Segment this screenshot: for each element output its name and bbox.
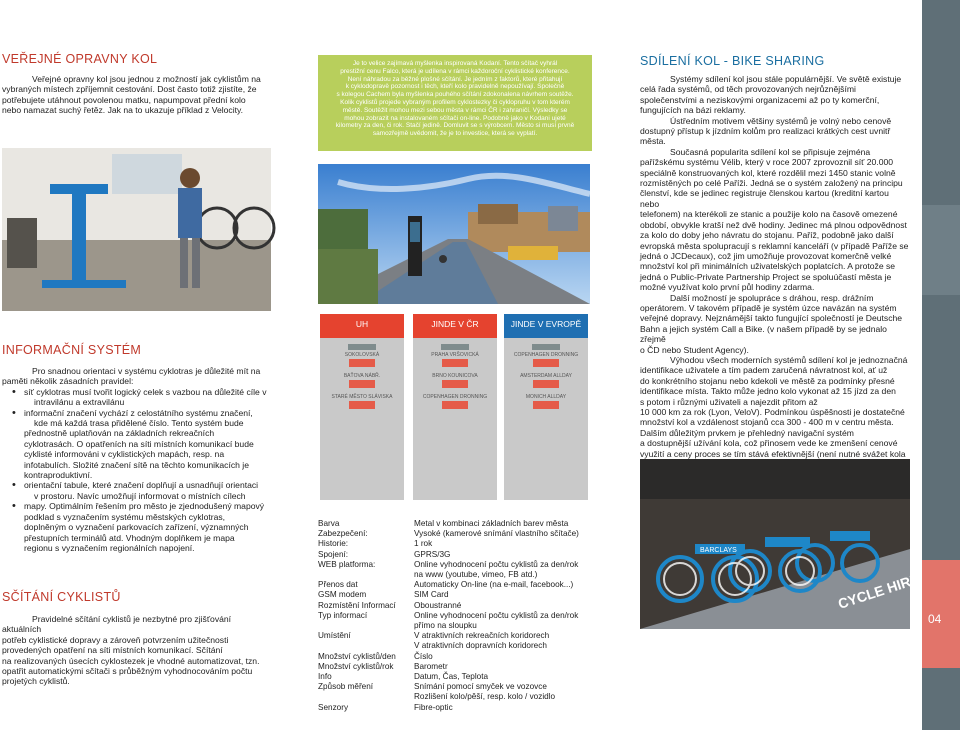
text-line: • orientační tabule, které značení doplňují a usnadňují orientaci — [24, 480, 259, 491]
quote-box — [318, 55, 592, 151]
text-line: celá řada systémů, od těch provozovaných nejrůznějšími — [640, 84, 856, 95]
board-title: JINDE V ČR — [413, 314, 497, 338]
spec-value: na www (youtube, vimeo, FB atd.) — [414, 570, 538, 580]
spec-row — [318, 703, 608, 713]
spec-key: Typ informací — [318, 610, 368, 620]
spec-value: Číslo — [414, 651, 433, 661]
text-line: společenstvími a neziskovými organizacemi až po ty komerční, — [640, 94, 880, 105]
text-line: potřeb cyklistické dopravy a zároveň potvrzením užitečnosti — [2, 634, 229, 645]
spec-row — [318, 519, 608, 529]
counter-boards — [318, 314, 588, 500]
text-line: o ČD nebo Student Agency). — [640, 344, 749, 355]
spec-key: WEB platforma: — [318, 559, 376, 569]
text-line: mohou zobrazit na instalovaném sčítači on-line. Podobně jako v Kodani ujeté — [344, 114, 566, 122]
text-line: opatřit automatickými sčítači s průběžným vyhodnocováním počtu — [2, 666, 253, 677]
text-line: 10 000 km za rok (Lyon, VeloV). Podmínkou úspěšnosti je dostatečné — [640, 407, 905, 417]
spec-row — [318, 539, 608, 549]
spec-value: V atraktivních dopravních koridorech — [414, 641, 547, 651]
board-city: COPENHAGEN DRONNING — [513, 352, 579, 358]
text-line: speciálně konstruovaných kol, které rozdělil mezi 1450 stanic volně — [640, 167, 896, 178]
text-line: veřejné dopravy. Nejznámější takto fungující společností je Deutsche — [640, 313, 903, 324]
text-line: období, obvykle kratší než dvě hodiny. Jedinec má plnou odpovědnost — [640, 219, 907, 230]
barclays-label: BARCLAYS — [700, 547, 737, 554]
text-line: potřebujete utáhnout povolenou matku, napumpovat přední kolo — [2, 94, 246, 105]
section-title-scitani: SČÍTÁNÍ CYKLISTŮ — [2, 590, 121, 604]
text-line: • síť cyklotras musí tvořit logický celek s vazbou na důležité cíle v — [24, 386, 267, 397]
text-line: jedná o Public-Private Partnership Project se spoluúčastí města je — [640, 271, 892, 282]
spec-value: Automaticky On-line (na e-mail, facebook...) — [414, 580, 574, 590]
text-line: regionu s vyznačením regionálních napojení. — [24, 542, 195, 553]
text-line: Veřejné opravny kol jsou jednou z možností jak cyklistům na — [32, 74, 261, 84]
street-counter-photo — [318, 164, 590, 304]
text-line: podklad s vyznačením systému městských cyklotras, — [24, 511, 226, 522]
text-line: projetých cyklistů. — [2, 676, 70, 687]
spec-row — [318, 580, 608, 590]
spec-value: Vysoké (kamerové snímání vlastního sčítače) — [414, 529, 579, 539]
spec-row — [318, 560, 608, 580]
list-item — [24, 501, 270, 553]
spec-value: Online vyhodnocení počtu cyklistů za den/rok — [414, 610, 579, 620]
spec-row — [318, 529, 608, 539]
section-title-informacni: INFORMAČNÍ SYSTÉM — [2, 343, 142, 357]
text-line: paměti několik zásadních pravidel: — [2, 376, 134, 387]
spec-key: Množství cyklistů/rok — [318, 661, 394, 671]
text-line: samozřejmě uvědomit, že je to investice, která se vyplatí. — [372, 130, 538, 138]
text-line: rozmístěných po celé Paříži. Jedná se o systém založený na principu — [640, 178, 903, 189]
text-line: kde má každá trasa přidělené číslo. Tento systém bude — [34, 418, 244, 429]
list-item — [24, 480, 270, 501]
text-line: operátorem. V takovém případě je systém úzce navázán na systém — [640, 302, 897, 313]
spec-value: GPRS/3G — [414, 549, 451, 559]
section-title-bike-sharing: SDÍLENÍ KOL - BIKE SHARING — [640, 54, 825, 68]
text-line: cyklotrasách. O opatřeních na síti místních komunikací bude — [24, 438, 254, 449]
spec-key: Info — [318, 672, 332, 682]
spec-key: Množství cyklistů/den — [318, 651, 396, 661]
text-line: členství, kde se jedinec registruje členskou kartou (kreditní kartou nebo — [640, 188, 889, 209]
board-city: SOKOLOVSKÁ — [344, 352, 380, 358]
spec-row — [318, 611, 608, 631]
spec-value: Rozlišení kolo/pěší, resp. kolo / vozidlo — [414, 692, 556, 702]
text-line: Bahn a jejich systém Call a Bike. (v našem případě by se jednalo zřejmě — [640, 323, 887, 345]
spec-value: SIM Card — [414, 590, 449, 600]
spec-value: Online vyhodnocení počtu cyklistů za den/rok — [414, 559, 579, 569]
board-title: UH — [320, 314, 404, 338]
page-number-tab — [922, 560, 960, 668]
spec-value: Barometr — [414, 661, 448, 671]
text-line: jedná o JCDecaux), což jim umožňuje provozovat komerčně velké — [640, 250, 892, 261]
spec-value: přímo na sloupku — [414, 621, 477, 631]
scitani-text — [2, 614, 272, 687]
text-line: Výhodou všech moderních systémů sdílení kol je jednoznačná — [670, 354, 908, 365]
spec-row — [318, 601, 608, 611]
text-line: využití a ceny proces se tím stává efektivnější (není nutné svážet kola — [640, 448, 906, 459]
text-line: za kolo do doby jeho návratu do stojanu. Paříž, podobně jako další — [640, 230, 894, 241]
text-line: Současná popularita sdílení kol se připisuje zejména — [670, 146, 871, 157]
text-line: Další možností je spolupráce s dráhou, resp. drážním — [670, 292, 874, 303]
text-line: Kolik cyklistů projede vybraným profilem cyklostezky či cyklopruhu v tom kterém — [340, 98, 570, 106]
text-line: fungujících na bázi reklamy. — [640, 105, 746, 116]
text-line: provedených opatření na síti místních komunikací. Sčítání — [2, 645, 223, 656]
list-item — [24, 387, 270, 408]
page-sidebar — [922, 0, 960, 730]
spec-key: Spojení: — [318, 549, 349, 559]
counter-board-evropa — [504, 314, 588, 500]
spec-row — [318, 550, 608, 560]
spec-key: Umístění — [318, 631, 351, 641]
text-line: evropská města spolupracují s reklamní kanceláří (v případě Paříže se — [640, 240, 909, 251]
text-line: telefonem) na kterékoli ze stanic a použije kolo na časově omezené — [640, 209, 898, 220]
text-line: prestižní cenu Falco, která je udílena v rámci každoroční cyklistické konference. — [340, 67, 570, 75]
spec-value: 1 rok — [414, 539, 433, 549]
spec-table — [318, 519, 608, 713]
text-line: intravilánu a extravilánu — [34, 397, 125, 408]
spec-value: Fibre-optic — [414, 702, 453, 712]
sidebar-tab — [922, 205, 960, 295]
spec-row — [318, 682, 608, 702]
text-line: přestupních terminálů atd. Vhodným doplňkem je mapa — [24, 532, 235, 543]
spec-key: Senzory — [318, 702, 349, 712]
spec-value: Datum, Čas, Teplota — [414, 672, 489, 682]
repair-stand-photo — [2, 148, 271, 311]
spec-key: Přenos dat — [318, 580, 358, 590]
text-line: s potom i různými uživateli a najezdit přitom až — [640, 396, 818, 407]
board-city: PRAHA VRŠOVICKÁ — [431, 352, 479, 358]
text-line: identifikace uživatele a tím padem zaručená návratnost kol, ať už — [640, 365, 888, 376]
bike-sharing-text — [640, 74, 910, 490]
text-line: kontraproduktivní. — [24, 470, 93, 481]
board-city: STARÉ MĚSTO SLÁVISKA — [331, 394, 393, 400]
text-line: množství kol a vzdálenost stojanů cca 300 - 400 m v centru města. — [640, 417, 894, 428]
text-line: Pravidelné sčítání cyklistů je nezbytné pro zjišťování aktuálních — [2, 614, 232, 635]
cycle-hire-label: CYCLE HIRE — [835, 570, 922, 612]
spec-value: Metal v kombinaci základních barev města — [414, 519, 569, 528]
text-line: přednostně uplatňován na základních rekreačních — [24, 428, 215, 439]
spec-key: Zabezpečení: — [318, 529, 368, 539]
text-line: možné využívat kolo první půl hodiny zdarma. — [640, 282, 815, 293]
spec-value: Snímání pomocí smyček ve vozovce — [414, 682, 547, 692]
text-line: pařížskému systému Vélib, který v roce 2007 zprovoznil síť 20.000 — [640, 157, 894, 168]
text-line: Ústředním motivem většiny systémů je volný nebo cenově — [670, 115, 892, 126]
counter-board-cr — [413, 314, 497, 500]
text-line: Dalším důležitým prvkem je přehledný navigační systém — [640, 427, 854, 438]
spec-key: Rozmístění Informací — [318, 600, 396, 610]
text-line: do konkrétního stojanu nebo kdekoli ve městě za podmínky přesné — [640, 375, 895, 386]
spec-key: Způsob měření — [318, 682, 374, 692]
text-line: a dostupnější užívání kola, což přinosem vede ke zmenšení cenové — [640, 438, 898, 449]
board-city: BAŤOVA NÁBŘ. — [343, 373, 381, 379]
text-line: města. — [640, 136, 666, 147]
text-line: identifikace místa. Takto může jedno kolo vykonat až 15 jízd za den — [640, 386, 896, 397]
spec-row — [318, 672, 608, 682]
text-line: • informační značení vychází z celostátního systému značení, — [24, 407, 253, 418]
section-title-opravny: VEŘEJNÉ OPRAVNY KOL — [2, 52, 158, 66]
board-city: AMSTERDAM ALLDAY — [520, 373, 572, 379]
spec-value: V atraktivních rekreačních koridorech — [414, 631, 550, 641]
text-line: Není náhradou za běžné plošné sčítání. Je jedním z faktorů, které přitahují — [347, 75, 563, 83]
text-line: vybraných místech zpříjemnit cestování. Dost často totiž zjistíte, že — [2, 84, 257, 95]
counter-board-uh — [320, 314, 404, 500]
spec-key: Historie: — [318, 539, 349, 549]
text-line: Pro snadnou orientaci v systému cyklotras je důležité mít na — [32, 366, 261, 376]
board-city: BRNO KOUNICOVA — [432, 373, 478, 379]
text-line: k cyklodopravě pozornost i těch, kteří kolo pravidelně nepoužívají. Společně — [345, 83, 565, 91]
board-city: MONICH ALLDAY — [525, 394, 567, 400]
spec-key: GSM modem — [318, 590, 367, 600]
text-line: kilometry za den, či rok. Stačí jedině. Domluvit se s výrobcem. Město si musí prvně — [335, 122, 575, 130]
list-item — [24, 408, 270, 481]
board-title: JINDE V EVROPĚ — [504, 314, 588, 338]
board-city: COPENHAGEN DRONNING — [422, 394, 488, 400]
text-line: Systémy sdílení kol jsou stále populárnější. Ve světě existuje — [670, 74, 902, 84]
spec-row — [318, 652, 608, 662]
text-line: městě. Soutěžit mohou mezi sebou města v rámci ČR i zahraničí. Výsledky se — [342, 106, 568, 114]
spec-row — [318, 590, 608, 600]
spec-row — [318, 662, 608, 672]
informacni-text — [2, 366, 270, 553]
text-line: nebo namazat suchý řetěz. Jak na to ukazuje příklad z Velocity. — [2, 105, 244, 116]
text-line: množství kol při minimálních uživatelských poplatcích. A protože se — [640, 261, 896, 272]
page-number: 04 — [928, 612, 942, 626]
text-line: infotabulích. Složité značení sítě na těchto komunikacích je — [24, 459, 249, 470]
text-line: s kolegou Cachem byla myšlenka pouhého sčítání zdokonalena návrhem soutěže. — [336, 91, 574, 99]
spec-key: Barva — [318, 519, 340, 528]
text-line: • mapy. Optimálním řešením pro město je zjednodušený mapový — [24, 501, 265, 512]
text-line: Je to velice zajímavá myšlenka inspirovaná Kodaní. Tento sčítač vyhrál — [352, 60, 558, 67]
spec-value: Oboustranné — [414, 600, 462, 610]
text-line: dostupný přístup k jízdním kolům pro realizaci krátkých cest uvnitř — [640, 126, 891, 137]
barclays-bikes-photo — [640, 459, 922, 629]
opravny-text — [2, 74, 264, 116]
text-line: na realizovaných úsecích cyklostezek je vhodné automatizovat, tzn. — [2, 655, 260, 666]
text-line: cyklisté informováni v cyklistických mapách, resp. na — [24, 449, 225, 460]
spec-row — [318, 631, 608, 651]
text-line: v prostoru. Navíc umožňují informovat o místních cílech — [34, 490, 246, 501]
text-line: doplněným o vyznačení parkovacích zařízení, významných — [24, 522, 249, 533]
